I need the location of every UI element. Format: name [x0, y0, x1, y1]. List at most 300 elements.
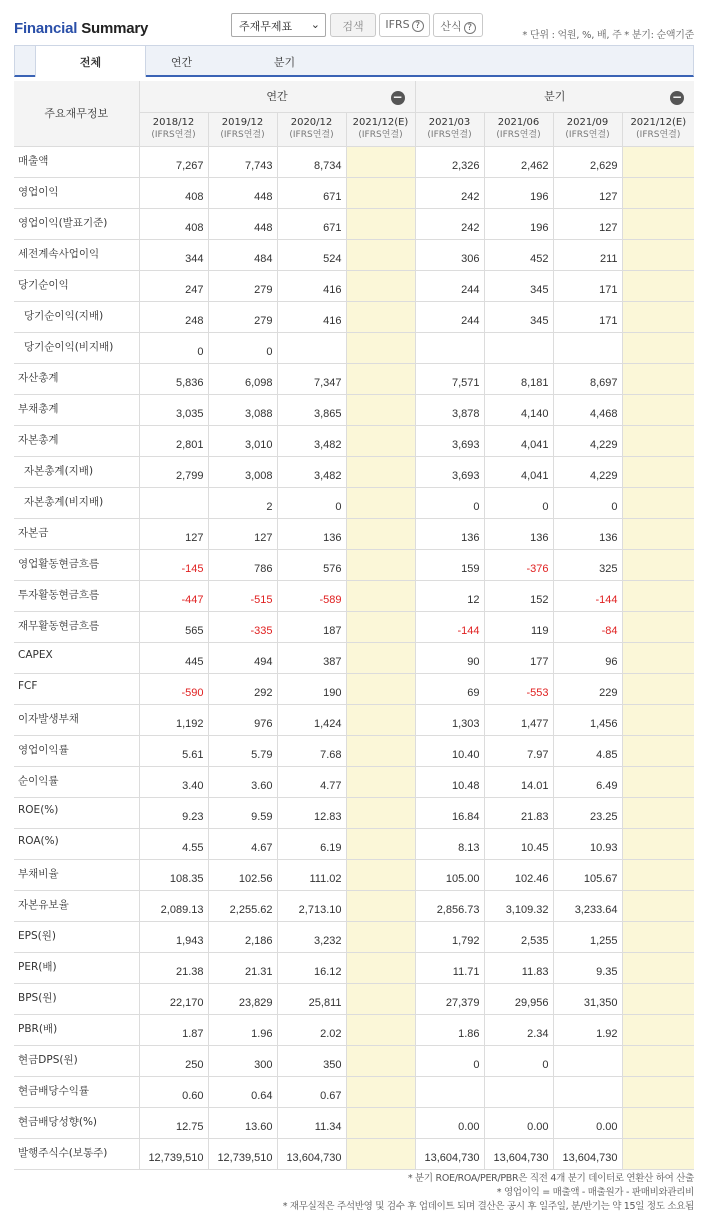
- table-cell: 408: [139, 208, 208, 239]
- table-cell: 2.34: [484, 1014, 553, 1045]
- table-cell: 1,477: [484, 704, 553, 735]
- table-cell: 3,482: [277, 425, 346, 456]
- table-cell: [622, 580, 694, 611]
- period-basis: (IFRS연결): [496, 130, 541, 140]
- table-cell: [346, 177, 415, 208]
- table-cell: 7,347: [277, 363, 346, 394]
- table-cell: 306: [415, 239, 484, 270]
- table-cell: [622, 1138, 694, 1169]
- table-cell: 524: [277, 239, 346, 270]
- period-header: [139, 112, 208, 146]
- table-cell: [622, 518, 694, 549]
- select-value: 주재무제표: [239, 20, 293, 33]
- table-cell: [622, 1107, 694, 1138]
- table-cell: 10.40: [415, 735, 484, 766]
- table-cell: 7.97: [484, 735, 553, 766]
- table-cell: [622, 394, 694, 425]
- table-cell: 29,956: [484, 983, 553, 1014]
- table-cell: 159: [415, 549, 484, 580]
- table-cell: [346, 859, 415, 890]
- collapse-icon[interactable]: −: [672, 90, 683, 104]
- table-cell: [346, 673, 415, 704]
- table-cell: [484, 1076, 553, 1107]
- table-cell: [346, 921, 415, 952]
- period-header: [346, 112, 415, 146]
- table-row: [14, 890, 694, 921]
- table-cell: 0.60: [139, 1076, 208, 1107]
- tab-annual[interactable]: 연간: [170, 56, 193, 69]
- table-cell: [346, 890, 415, 921]
- table-row: [14, 301, 694, 332]
- table-cell: [346, 301, 415, 332]
- period-date: 2020/12: [290, 117, 333, 128]
- row-label: 재무활동현금흐름: [14, 611, 139, 642]
- table-cell: 2,629: [553, 146, 622, 177]
- table-cell: [346, 642, 415, 673]
- table-cell: 31,350: [553, 983, 622, 1014]
- table-cell: [346, 828, 415, 859]
- table-cell: 345: [484, 270, 553, 301]
- table-cell: 3.60: [208, 766, 277, 797]
- table-cell: 25,811: [277, 983, 346, 1014]
- table-cell: [622, 363, 694, 394]
- table-row: [14, 208, 694, 239]
- period-date: 2021/09: [566, 117, 609, 128]
- table-cell: [553, 1076, 622, 1107]
- table-cell: [415, 1076, 484, 1107]
- table-cell: [622, 890, 694, 921]
- table-cell: 127: [553, 177, 622, 208]
- footnote: * 재무실적은 주석반영 및 검수 후 업데이트 되며 결산은 공시 후 일주일, 분/반기는 약 15일 정도 소요됨: [282, 1201, 694, 1212]
- row-label: PER(배): [14, 952, 139, 983]
- table-cell: [415, 332, 484, 363]
- table-row: [14, 1107, 694, 1138]
- table-cell: [346, 239, 415, 270]
- table-cell: 1.86: [415, 1014, 484, 1045]
- quarter-group-label: 분기: [544, 90, 566, 104]
- table-cell: 7,571: [415, 363, 484, 394]
- header-bar: [0, 0, 702, 44]
- row-label: CAPEX: [14, 642, 139, 673]
- table-row: [14, 394, 694, 425]
- row-label: 자본금: [14, 518, 139, 549]
- table-cell: 11.71: [415, 952, 484, 983]
- table-cell: 0.00: [484, 1107, 553, 1138]
- table-cell: -376: [484, 549, 553, 580]
- table-cell: 0: [415, 487, 484, 518]
- table-cell: 14.01: [484, 766, 553, 797]
- table-cell: 1,943: [139, 921, 208, 952]
- table-cell: [346, 549, 415, 580]
- tab-quarter[interactable]: 분기: [273, 56, 296, 69]
- table-cell: [346, 766, 415, 797]
- table-cell: [346, 394, 415, 425]
- period-date: 2021/03: [428, 117, 471, 128]
- table-row: [14, 270, 694, 301]
- table-cell: 1,424: [277, 704, 346, 735]
- period-basis: (IFRS연결): [358, 130, 403, 140]
- table-row: [14, 580, 694, 611]
- table-cell: 5,836: [139, 363, 208, 394]
- table-cell: [622, 456, 694, 487]
- table-cell: [346, 363, 415, 394]
- table-cell: 1.96: [208, 1014, 277, 1045]
- table-cell: [622, 704, 694, 735]
- table-cell: 27,379: [415, 983, 484, 1014]
- table-cell: 13,604,730: [277, 1138, 346, 1169]
- row-label: 부채비율: [14, 859, 139, 890]
- table-cell: 786: [208, 549, 277, 580]
- table-cell: 2,186: [208, 921, 277, 952]
- table-cell: -335: [208, 611, 277, 642]
- row-label: 자본총계: [14, 425, 139, 456]
- period-date: 2021/12(E): [352, 117, 409, 128]
- table-cell: 1,456: [553, 704, 622, 735]
- period-basis: (IFRS연결): [289, 130, 334, 140]
- period-basis: (IFRS연결): [565, 130, 610, 140]
- table-cell: 2,089.13: [139, 890, 208, 921]
- table-cell: 244: [415, 301, 484, 332]
- table-cell: 9.35: [553, 952, 622, 983]
- table-cell: 3,482: [277, 456, 346, 487]
- table-cell: 4,041: [484, 425, 553, 456]
- table-cell: 8,734: [277, 146, 346, 177]
- title-summary: Summary: [81, 20, 149, 37]
- table-row: [14, 363, 694, 394]
- table-cell: 416: [277, 301, 346, 332]
- table-cell: 2,535: [484, 921, 553, 952]
- table-cell: 2,713.10: [277, 890, 346, 921]
- table-cell: [346, 487, 415, 518]
- table-cell: 196: [484, 177, 553, 208]
- quarter-group-header: [415, 81, 694, 112]
- table-cell: 171: [553, 301, 622, 332]
- table-cell: [346, 518, 415, 549]
- table-cell: 16.84: [415, 797, 484, 828]
- table-cell: 152: [484, 580, 553, 611]
- table-cell: 177: [484, 642, 553, 673]
- annual-group-label: 연간: [266, 90, 288, 104]
- table-cell: [484, 332, 553, 363]
- title-financial: Financial: [14, 20, 78, 37]
- period-date: 2019/12: [221, 117, 264, 128]
- table-cell: 6.49: [553, 766, 622, 797]
- period-header: [208, 112, 277, 146]
- table-cell: 136: [277, 518, 346, 549]
- table-cell: 69: [415, 673, 484, 704]
- table-cell: [622, 797, 694, 828]
- table-cell: 8.13: [415, 828, 484, 859]
- statement-type-select[interactable]: [231, 13, 326, 37]
- row-label: 영업이익: [14, 177, 139, 208]
- table-cell: [346, 1045, 415, 1076]
- annual-group-header: [139, 81, 415, 112]
- period-header: [484, 112, 553, 146]
- table-cell: 136: [553, 518, 622, 549]
- footnote: * 영업이익 = 매출액 - 매출원가 - 판매비와관리비: [496, 1187, 694, 1198]
- table-row: [14, 146, 694, 177]
- table-cell: 242: [415, 208, 484, 239]
- table-cell: 484: [208, 239, 277, 270]
- table-cell: 102.46: [484, 859, 553, 890]
- table-row: [14, 766, 694, 797]
- table-cell: 23.25: [553, 797, 622, 828]
- table-cell: 12,739,510: [208, 1138, 277, 1169]
- ifrs-help-button[interactable]: [379, 13, 430, 37]
- table-cell: [346, 580, 415, 611]
- table-cell: 127: [553, 208, 622, 239]
- table-cell: 9.23: [139, 797, 208, 828]
- period-header: [277, 112, 346, 146]
- table-cell: [553, 332, 622, 363]
- table-cell: [622, 673, 694, 704]
- row-label: 자본총계(비지배): [14, 487, 139, 518]
- table-cell: 111.02: [277, 859, 346, 890]
- table-cell: 8,697: [553, 363, 622, 394]
- table-cell: [622, 146, 694, 177]
- table-cell: 10.48: [415, 766, 484, 797]
- table-cell: [346, 1076, 415, 1107]
- table-cell: 16.12: [277, 952, 346, 983]
- table-cell: [346, 1014, 415, 1045]
- table-cell: [346, 146, 415, 177]
- table-cell: 22,170: [139, 983, 208, 1014]
- table-cell: 0.67: [277, 1076, 346, 1107]
- table-row: [14, 797, 694, 828]
- table-cell: 3,865: [277, 394, 346, 425]
- table-cell: [622, 642, 694, 673]
- table-cell: [622, 270, 694, 301]
- table-row: [14, 177, 694, 208]
- table-cell: 21.83: [484, 797, 553, 828]
- table-row: [14, 673, 694, 704]
- table-cell: [622, 983, 694, 1014]
- table-cell: 136: [484, 518, 553, 549]
- table-cell: -144: [553, 580, 622, 611]
- table-cell: [346, 983, 415, 1014]
- table-cell: [346, 952, 415, 983]
- table-cell: 345: [484, 301, 553, 332]
- table-cell: 3,232: [277, 921, 346, 952]
- table-cell: -553: [484, 673, 553, 704]
- table-cell: -447: [139, 580, 208, 611]
- row-label: 자산총계: [14, 363, 139, 394]
- table-cell: 10.45: [484, 828, 553, 859]
- table-cell: 4,041: [484, 456, 553, 487]
- table-cell: 105.67: [553, 859, 622, 890]
- row-label: 현금배당수익률: [14, 1076, 139, 1107]
- table-row: [14, 828, 694, 859]
- table-cell: 3,035: [139, 394, 208, 425]
- table-cell: -144: [415, 611, 484, 642]
- table-cell: 448: [208, 208, 277, 239]
- table-cell: 3,693: [415, 425, 484, 456]
- financial-summary-table: [14, 81, 694, 1170]
- table-cell: -589: [277, 580, 346, 611]
- table-cell: 2.02: [277, 1014, 346, 1045]
- table-cell: 292: [208, 673, 277, 704]
- table-row: [14, 456, 694, 487]
- table-cell: 445: [139, 642, 208, 673]
- table-cell: -145: [139, 549, 208, 580]
- period-date: 2021/12(E): [630, 117, 687, 128]
- table-cell: 96: [553, 642, 622, 673]
- ifrs-label: IFRS: [385, 18, 410, 31]
- table-cell: 4.55: [139, 828, 208, 859]
- table-cell: [622, 425, 694, 456]
- table-cell: 2,801: [139, 425, 208, 456]
- row-label: 당기순이익(지배): [14, 301, 139, 332]
- table-cell: 416: [277, 270, 346, 301]
- table-cell: 248: [139, 301, 208, 332]
- table-row: [14, 952, 694, 983]
- period-basis: (IFRS연결): [636, 130, 681, 140]
- table-cell: 3,233.64: [553, 890, 622, 921]
- corner-label: 주요재무정보: [14, 81, 139, 146]
- table-cell: 1,255: [553, 921, 622, 952]
- table-cell: [622, 952, 694, 983]
- row-label: EPS(원): [14, 921, 139, 952]
- table-cell: [622, 301, 694, 332]
- table-cell: 0.00: [415, 1107, 484, 1138]
- table-cell: 565: [139, 611, 208, 642]
- table-cell: [346, 735, 415, 766]
- table-cell: 13.60: [208, 1107, 277, 1138]
- row-label: 이자발생부채: [14, 704, 139, 735]
- table-cell: 0.00: [553, 1107, 622, 1138]
- period-date: 2021/06: [497, 117, 540, 128]
- table-cell: 102.56: [208, 859, 277, 890]
- row-label: 현금DPS(원): [14, 1045, 139, 1076]
- table-cell: 127: [208, 518, 277, 549]
- unit-note: * 단위 : 억원, %, 배, 주 * 분기: 순액기준: [522, 30, 694, 41]
- table-cell: 3,010: [208, 425, 277, 456]
- chevron-down-icon: ⌄: [310, 18, 320, 31]
- row-label: 매출액: [14, 146, 139, 177]
- table-cell: 3.40: [139, 766, 208, 797]
- period-header: [415, 112, 484, 146]
- table-cell: [622, 859, 694, 890]
- table-cell: [622, 208, 694, 239]
- table-cell: 3,693: [415, 456, 484, 487]
- table-cell: 576: [277, 549, 346, 580]
- table-cell: 0: [484, 487, 553, 518]
- table-cell: [622, 1014, 694, 1045]
- table-cell: 0.64: [208, 1076, 277, 1107]
- table-cell: 1.92: [553, 1014, 622, 1045]
- table-cell: 0: [484, 1045, 553, 1076]
- table-cell: 1,792: [415, 921, 484, 952]
- table-row: [14, 859, 694, 890]
- period-tabs: [14, 45, 694, 77]
- table-cell: 2,856.73: [415, 890, 484, 921]
- table-cell: 0: [277, 487, 346, 518]
- table-cell: 9.59: [208, 797, 277, 828]
- table-row: [14, 704, 694, 735]
- row-label: 순이익률: [14, 766, 139, 797]
- table-cell: 4,229: [553, 425, 622, 456]
- table-cell: 229: [553, 673, 622, 704]
- table-cell: 350: [277, 1045, 346, 1076]
- collapse-icon[interactable]: −: [392, 90, 403, 104]
- table-row: [14, 487, 694, 518]
- table-cell: 4,468: [553, 394, 622, 425]
- table-cell: 3,008: [208, 456, 277, 487]
- period-header: [622, 112, 694, 146]
- table-cell: 448: [208, 177, 277, 208]
- row-label: 자본유보율: [14, 890, 139, 921]
- table-cell: 187: [277, 611, 346, 642]
- table-cell: [346, 456, 415, 487]
- table-cell: 279: [208, 270, 277, 301]
- table-row: [14, 642, 694, 673]
- table-cell: 12,739,510: [139, 1138, 208, 1169]
- table-cell: 13,604,730: [484, 1138, 553, 1169]
- table-cell: 1,303: [415, 704, 484, 735]
- table-row: [14, 1045, 694, 1076]
- table-cell: [622, 239, 694, 270]
- table-row: [14, 239, 694, 270]
- table-cell: 976: [208, 704, 277, 735]
- table-cell: [622, 177, 694, 208]
- table-cell: 7.68: [277, 735, 346, 766]
- table-cell: 171: [553, 270, 622, 301]
- table-cell: 196: [484, 208, 553, 239]
- table-cell: [346, 425, 415, 456]
- tab-all[interactable]: 전체: [35, 46, 146, 77]
- footnotes: [283, 1172, 694, 1214]
- question-icon: ?: [412, 20, 424, 32]
- table-cell: 0: [415, 1045, 484, 1076]
- row-label: 현금배당성향(%): [14, 1107, 139, 1138]
- table-cell: [622, 828, 694, 859]
- table-cell: 21.38: [139, 952, 208, 983]
- table-cell: [622, 766, 694, 797]
- table-cell: 5.79: [208, 735, 277, 766]
- row-label: 영업활동현금흐름: [14, 549, 139, 580]
- table-cell: 12.75: [139, 1107, 208, 1138]
- table-cell: 211: [553, 239, 622, 270]
- table-cell: 4.85: [553, 735, 622, 766]
- table-cell: [622, 332, 694, 363]
- table-cell: 127: [139, 518, 208, 549]
- search-button[interactable]: [330, 13, 376, 37]
- table-row: [14, 549, 694, 580]
- row-label: 당기순이익(비지배): [14, 332, 139, 363]
- table-cell: 13,604,730: [415, 1138, 484, 1169]
- formula-help-button[interactable]: [433, 13, 483, 37]
- table-cell: -84: [553, 611, 622, 642]
- table-row: [14, 425, 694, 456]
- table-cell: [622, 735, 694, 766]
- table-cell: 2,326: [415, 146, 484, 177]
- table-cell: [622, 1045, 694, 1076]
- table-cell: 119: [484, 611, 553, 642]
- row-label: PBR(배): [14, 1014, 139, 1045]
- period-header: [553, 112, 622, 146]
- table-cell: 21.31: [208, 952, 277, 983]
- table-cell: 11.34: [277, 1107, 346, 1138]
- table-row: [14, 611, 694, 642]
- table-row: [14, 735, 694, 766]
- table-row: [14, 1014, 694, 1045]
- table-cell: [346, 1138, 415, 1169]
- table-cell: 408: [139, 177, 208, 208]
- table-cell: 105.00: [415, 859, 484, 890]
- table-cell: 190: [277, 673, 346, 704]
- table-cell: 2: [208, 487, 277, 518]
- table-cell: 2,462: [484, 146, 553, 177]
